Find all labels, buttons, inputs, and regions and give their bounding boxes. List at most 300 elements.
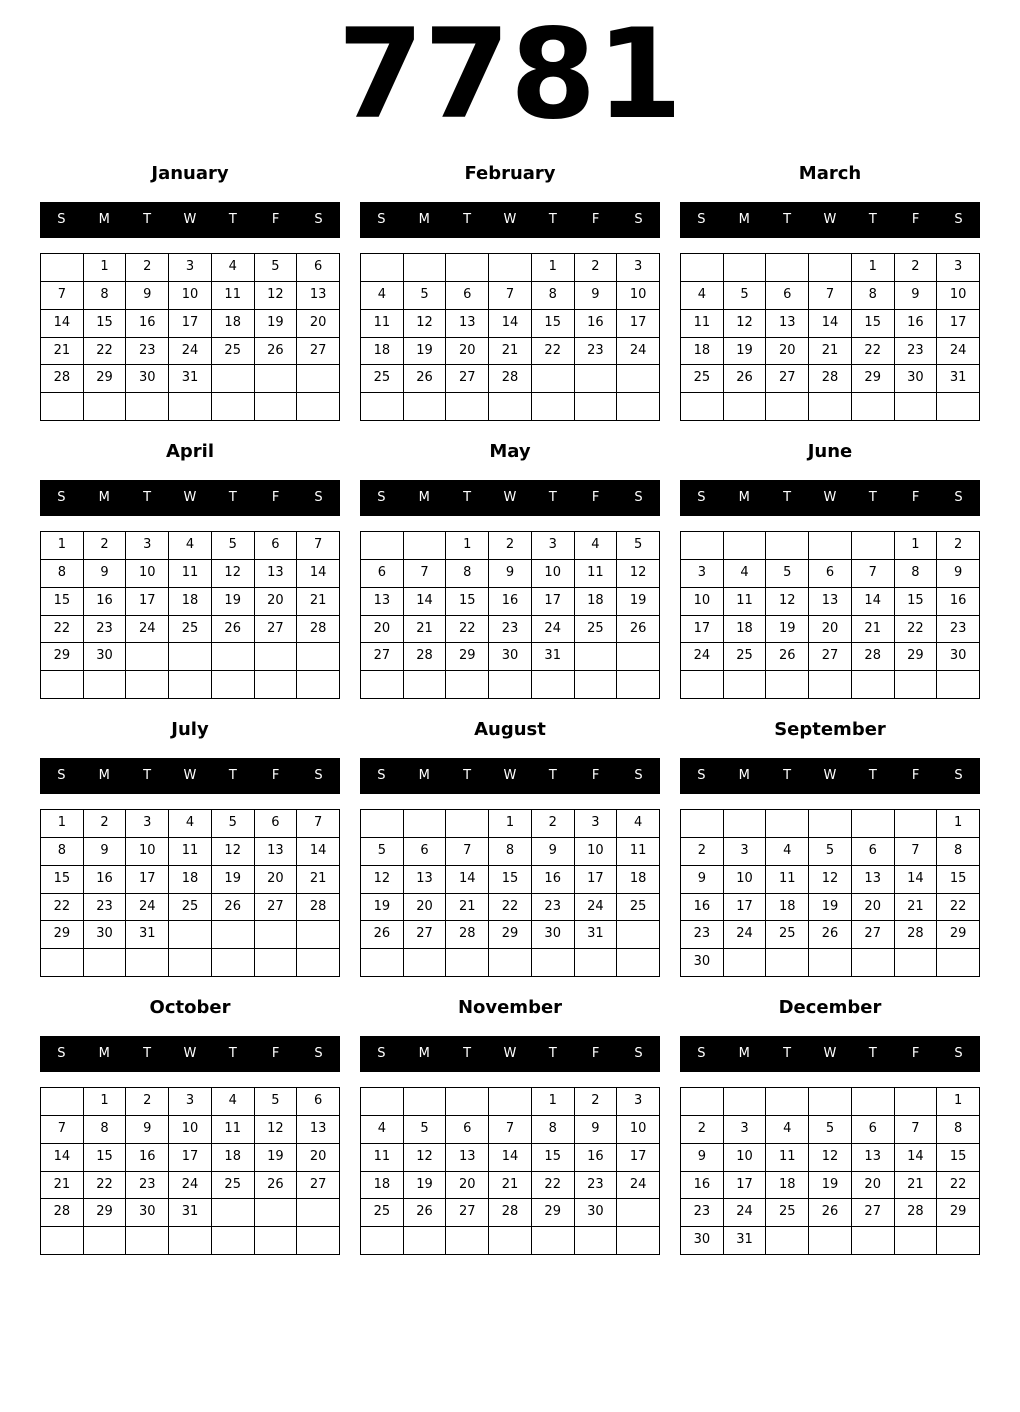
day-cell: 6 (297, 254, 340, 282)
weekday-label: S (57, 212, 66, 227)
weekday-label: W (183, 212, 197, 227)
day-cell: 25 (361, 365, 404, 393)
weekday-label: F (591, 212, 600, 227)
day-cell: 18 (212, 1144, 255, 1172)
empty-cell (169, 393, 212, 421)
day-cell: 28 (852, 643, 895, 671)
day-cell: 15 (41, 866, 84, 894)
day-cell: 21 (41, 1172, 84, 1200)
day-cell: 12 (809, 866, 852, 894)
day-grid (360, 531, 660, 699)
day-cell: 13 (255, 838, 298, 866)
weekday-label: T (868, 490, 877, 505)
day-cell: 27 (446, 1199, 489, 1227)
empty-cell (852, 393, 895, 421)
day-cell: 15 (937, 866, 980, 894)
day-cell: 6 (766, 282, 809, 310)
day-cell: 11 (212, 1116, 255, 1144)
day-cell: 12 (809, 1144, 852, 1172)
day-cell: 4 (212, 254, 255, 282)
day-cell: 28 (404, 643, 447, 671)
day-cell: 29 (41, 921, 84, 949)
day-cell: 22 (41, 616, 84, 644)
weekday-header (40, 1036, 340, 1072)
empty-cell (212, 393, 255, 421)
day-cell: 12 (766, 588, 809, 616)
empty-cell (617, 671, 660, 699)
weekday-label: S (314, 1046, 323, 1061)
day-grid (40, 809, 340, 977)
day-cell: 29 (84, 1199, 127, 1227)
empty-cell (895, 1088, 938, 1116)
day-cell: 8 (446, 560, 489, 588)
day-cell: 24 (532, 616, 575, 644)
weekday-label: T (548, 1046, 557, 1061)
weekday-label: S (954, 768, 963, 783)
empty-cell (404, 1088, 447, 1116)
month-name: September (774, 719, 886, 740)
day-cell: 18 (169, 866, 212, 894)
day-cell: 3 (724, 838, 767, 866)
empty-cell (766, 1088, 809, 1116)
weekday-header (680, 480, 980, 516)
day-cell: 17 (681, 616, 724, 644)
day-cell: 1 (84, 254, 127, 282)
day-cell: 6 (809, 560, 852, 588)
month-name: July (171, 719, 209, 740)
day-cell: 30 (895, 365, 938, 393)
day-cell: 20 (255, 588, 298, 616)
day-cell: 18 (361, 338, 404, 366)
day-cell: 23 (84, 616, 127, 644)
day-cell: 30 (937, 643, 980, 671)
day-cell: 9 (681, 1144, 724, 1172)
day-cell: 11 (724, 588, 767, 616)
day-cell: 4 (169, 810, 212, 838)
day-cell: 22 (446, 616, 489, 644)
empty-cell (895, 949, 938, 977)
empty-cell (489, 1227, 532, 1255)
day-cell: 28 (895, 1199, 938, 1227)
day-cell: 28 (446, 921, 489, 949)
day-cell: 28 (489, 1199, 532, 1227)
day-cell: 22 (84, 338, 127, 366)
day-cell: 7 (41, 282, 84, 310)
day-cell: 7 (895, 838, 938, 866)
empty-cell (84, 1227, 127, 1255)
day-cell: 19 (724, 338, 767, 366)
day-cell: 4 (617, 810, 660, 838)
weekday-label: M (418, 768, 430, 783)
empty-cell (255, 949, 298, 977)
empty-cell (681, 254, 724, 282)
day-cell: 30 (84, 921, 127, 949)
day-cell: 23 (937, 616, 980, 644)
day-cell: 21 (446, 894, 489, 922)
day-cell: 3 (937, 254, 980, 282)
day-cell: 4 (361, 1116, 404, 1144)
day-cell: 27 (297, 1172, 340, 1200)
day-cell: 14 (895, 866, 938, 894)
empty-cell (212, 1227, 255, 1255)
empty-cell (169, 671, 212, 699)
weekday-label: W (823, 1046, 837, 1061)
empty-cell (297, 643, 340, 671)
month-name: August (474, 719, 546, 740)
empty-cell (681, 810, 724, 838)
day-cell: 7 (489, 282, 532, 310)
day-cell: 24 (126, 616, 169, 644)
day-cell: 8 (937, 1116, 980, 1144)
day-cell: 18 (724, 616, 767, 644)
weekday-label: W (183, 490, 197, 505)
day-cell: 8 (532, 1116, 575, 1144)
weekday-label: S (634, 212, 643, 227)
day-cell: 21 (297, 866, 340, 894)
weekday-label: T (783, 1046, 792, 1061)
day-cell: 23 (489, 616, 532, 644)
day-cell: 5 (404, 1116, 447, 1144)
day-cell: 11 (169, 560, 212, 588)
empty-cell (41, 393, 84, 421)
day-cell: 30 (532, 921, 575, 949)
day-cell: 24 (681, 643, 724, 671)
day-cell: 20 (852, 1172, 895, 1200)
day-cell: 13 (809, 588, 852, 616)
day-cell: 24 (724, 921, 767, 949)
weekday-label: T (783, 768, 792, 783)
day-cell: 5 (724, 282, 767, 310)
day-cell: 18 (575, 588, 618, 616)
day-cell: 14 (41, 1144, 84, 1172)
weekday-label: M (98, 768, 110, 783)
month-name: May (489, 441, 531, 462)
empty-cell (446, 254, 489, 282)
empty-cell (361, 254, 404, 282)
day-cell: 6 (446, 1116, 489, 1144)
day-cell: 26 (809, 1199, 852, 1227)
empty-cell (255, 671, 298, 699)
weekday-label: T (783, 212, 792, 227)
empty-cell (617, 1227, 660, 1255)
day-cell: 11 (212, 282, 255, 310)
day-cell: 8 (41, 838, 84, 866)
day-cell: 8 (489, 838, 532, 866)
month-name: June (807, 441, 853, 462)
weekday-label: W (503, 768, 517, 783)
empty-cell (724, 671, 767, 699)
day-cell: 31 (575, 921, 618, 949)
empty-cell (575, 643, 618, 671)
day-grid (40, 253, 340, 421)
day-cell: 16 (895, 310, 938, 338)
weekday-label: S (57, 1046, 66, 1061)
weekday-header (360, 1036, 660, 1072)
day-cell: 12 (255, 282, 298, 310)
day-cell: 26 (361, 921, 404, 949)
empty-cell (126, 1227, 169, 1255)
day-cell: 18 (766, 894, 809, 922)
empty-cell (169, 643, 212, 671)
empty-cell (446, 1227, 489, 1255)
day-cell: 26 (766, 643, 809, 671)
empty-cell (41, 949, 84, 977)
day-cell: 4 (575, 532, 618, 560)
empty-cell (404, 254, 447, 282)
day-cell: 20 (255, 866, 298, 894)
day-cell: 17 (724, 1172, 767, 1200)
empty-cell (169, 921, 212, 949)
empty-cell (724, 810, 767, 838)
day-cell: 10 (617, 282, 660, 310)
weekday-label: F (591, 768, 600, 783)
day-cell: 17 (126, 588, 169, 616)
weekday-label: S (697, 490, 706, 505)
day-cell: 28 (895, 921, 938, 949)
weekday-label: F (911, 490, 920, 505)
day-cell: 22 (489, 894, 532, 922)
empty-cell (681, 671, 724, 699)
empty-cell (361, 393, 404, 421)
day-cell: 14 (41, 310, 84, 338)
day-cell: 17 (617, 1144, 660, 1172)
day-cell: 5 (212, 810, 255, 838)
empty-cell (766, 671, 809, 699)
empty-cell (361, 671, 404, 699)
day-cell: 6 (297, 1088, 340, 1116)
day-cell: 27 (852, 921, 895, 949)
day-cell: 16 (126, 310, 169, 338)
day-cell: 5 (809, 1116, 852, 1144)
day-cell: 9 (532, 838, 575, 866)
day-cell: 2 (126, 254, 169, 282)
day-cell: 20 (361, 616, 404, 644)
day-cell: 22 (937, 894, 980, 922)
day-cell: 25 (169, 616, 212, 644)
day-cell: 29 (852, 365, 895, 393)
empty-cell (446, 810, 489, 838)
empty-cell (617, 921, 660, 949)
weekday-label: M (98, 1046, 110, 1061)
day-cell: 19 (212, 866, 255, 894)
day-cell: 18 (617, 866, 660, 894)
empty-cell (489, 949, 532, 977)
weekday-header (680, 202, 980, 238)
day-cell: 11 (766, 866, 809, 894)
day-cell: 15 (84, 310, 127, 338)
empty-cell (895, 671, 938, 699)
day-cell: 22 (895, 616, 938, 644)
day-cell: 30 (489, 643, 532, 671)
day-cell: 18 (361, 1172, 404, 1200)
day-cell: 28 (297, 894, 340, 922)
day-cell: 4 (169, 532, 212, 560)
empty-cell (446, 393, 489, 421)
weekday-header (40, 480, 340, 516)
empty-cell (724, 393, 767, 421)
weekday-header (40, 758, 340, 794)
day-cell: 19 (255, 1144, 298, 1172)
day-cell: 11 (617, 838, 660, 866)
day-cell: 15 (446, 588, 489, 616)
day-cell: 16 (84, 588, 127, 616)
weekday-label: F (911, 212, 920, 227)
day-cell: 21 (852, 616, 895, 644)
empty-cell (617, 643, 660, 671)
day-cell: 7 (809, 282, 852, 310)
day-cell: 28 (41, 1199, 84, 1227)
empty-cell (255, 643, 298, 671)
day-cell: 31 (532, 643, 575, 671)
empty-cell (766, 949, 809, 977)
day-cell: 3 (724, 1116, 767, 1144)
day-cell: 17 (617, 310, 660, 338)
weekday-label: W (823, 212, 837, 227)
day-cell: 18 (681, 338, 724, 366)
weekday-label: T (548, 768, 557, 783)
day-cell: 16 (532, 866, 575, 894)
empty-cell (617, 365, 660, 393)
day-cell: 9 (126, 282, 169, 310)
day-cell: 22 (84, 1172, 127, 1200)
weekday-label: T (143, 490, 152, 505)
day-cell: 12 (361, 866, 404, 894)
day-cell: 15 (84, 1144, 127, 1172)
empty-cell (126, 671, 169, 699)
day-grid (680, 253, 980, 421)
empty-cell (489, 1088, 532, 1116)
day-cell: 25 (212, 1172, 255, 1200)
empty-cell (809, 671, 852, 699)
day-cell: 4 (724, 560, 767, 588)
empty-cell (852, 1227, 895, 1255)
day-cell: 1 (852, 254, 895, 282)
day-cell: 23 (575, 338, 618, 366)
empty-cell (361, 1088, 404, 1116)
day-cell: 27 (446, 365, 489, 393)
day-cell: 14 (489, 1144, 532, 1172)
day-cell: 2 (84, 532, 127, 560)
empty-cell (724, 532, 767, 560)
empty-cell (297, 1199, 340, 1227)
day-cell: 26 (724, 365, 767, 393)
weekday-label: F (911, 768, 920, 783)
day-cell: 22 (532, 338, 575, 366)
weekday-label: F (271, 490, 280, 505)
empty-cell (532, 365, 575, 393)
month-name: March (798, 163, 862, 184)
empty-cell (809, 810, 852, 838)
empty-cell (404, 532, 447, 560)
day-cell: 25 (617, 894, 660, 922)
day-cell: 7 (297, 810, 340, 838)
weekday-label: F (271, 768, 280, 783)
day-cell: 8 (532, 282, 575, 310)
day-cell: 13 (255, 560, 298, 588)
day-cell: 20 (852, 894, 895, 922)
day-cell: 17 (937, 310, 980, 338)
day-cell: 7 (41, 1116, 84, 1144)
day-cell: 6 (255, 532, 298, 560)
day-cell: 29 (446, 643, 489, 671)
weekday-label: T (548, 490, 557, 505)
day-cell: 2 (575, 254, 618, 282)
weekday-label: S (634, 1046, 643, 1061)
day-cell: 5 (361, 838, 404, 866)
weekday-label: S (634, 490, 643, 505)
empty-cell (297, 1227, 340, 1255)
month-name: January (151, 163, 229, 184)
day-cell: 12 (724, 310, 767, 338)
day-cell: 30 (575, 1199, 618, 1227)
day-cell: 5 (404, 282, 447, 310)
empty-cell (212, 949, 255, 977)
day-cell: 22 (852, 338, 895, 366)
day-cell: 10 (126, 838, 169, 866)
day-cell: 25 (766, 921, 809, 949)
empty-cell (852, 949, 895, 977)
month-name: November (457, 997, 563, 1018)
empty-cell (937, 949, 980, 977)
day-cell: 24 (126, 894, 169, 922)
day-cell: 20 (297, 1144, 340, 1172)
day-cell: 10 (575, 838, 618, 866)
day-cell: 23 (126, 1172, 169, 1200)
empty-cell (41, 671, 84, 699)
day-cell: 9 (84, 560, 127, 588)
empty-cell (212, 1199, 255, 1227)
day-cell: 1 (446, 532, 489, 560)
day-cell: 20 (297, 310, 340, 338)
day-cell: 25 (361, 1199, 404, 1227)
day-cell: 1 (532, 254, 575, 282)
day-cell: 23 (84, 894, 127, 922)
weekday-header (360, 480, 660, 516)
day-cell: 12 (212, 838, 255, 866)
day-cell: 24 (575, 894, 618, 922)
day-cell: 29 (532, 1199, 575, 1227)
weekday-label: S (634, 768, 643, 783)
day-cell: 4 (766, 838, 809, 866)
day-cell: 13 (766, 310, 809, 338)
empty-cell (575, 671, 618, 699)
day-grid (40, 531, 340, 699)
empty-cell (724, 949, 767, 977)
day-cell: 3 (575, 810, 618, 838)
day-cell: 15 (41, 588, 84, 616)
empty-cell (809, 1088, 852, 1116)
empty-cell (297, 671, 340, 699)
day-cell: 23 (681, 1199, 724, 1227)
day-cell: 30 (126, 365, 169, 393)
empty-cell (575, 365, 618, 393)
weekday-label: F (591, 490, 600, 505)
day-cell: 3 (126, 532, 169, 560)
empty-cell (84, 949, 127, 977)
empty-cell (809, 949, 852, 977)
weekday-label: W (503, 212, 517, 227)
day-cell: 7 (446, 838, 489, 866)
day-cell: 17 (169, 1144, 212, 1172)
day-cell: 20 (446, 1172, 489, 1200)
weekday-label: W (503, 1046, 517, 1061)
day-cell: 18 (212, 310, 255, 338)
empty-cell (297, 393, 340, 421)
day-cell: 14 (446, 866, 489, 894)
day-cell: 3 (532, 532, 575, 560)
day-cell: 14 (852, 588, 895, 616)
weekday-label: S (377, 490, 386, 505)
